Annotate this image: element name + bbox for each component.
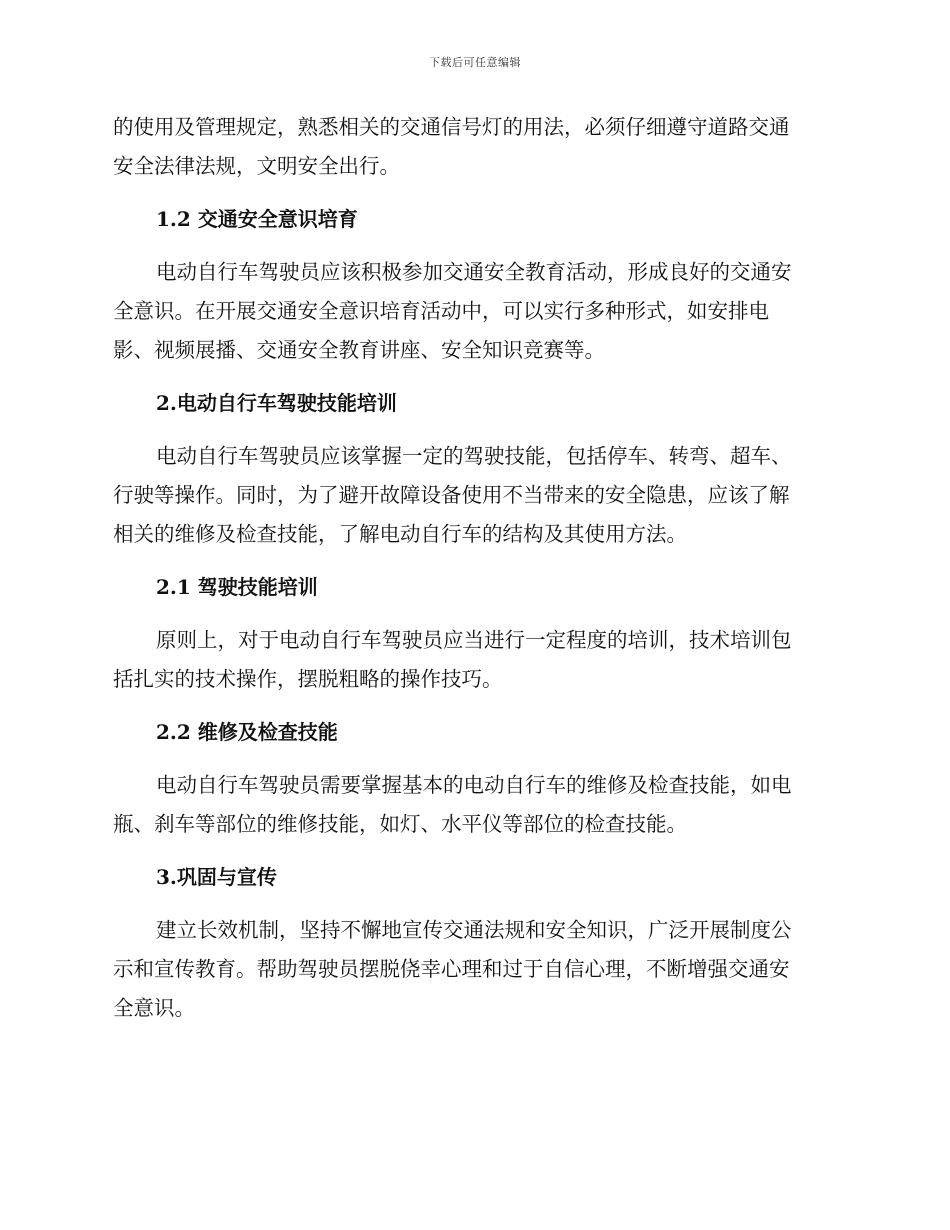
paragraph-line: 相关的维修及检查技能，了解电动自行车的结构及其使用方法。	[113, 522, 687, 546]
section-heading-1-2: 1.2 交通安全意识培育	[156, 207, 358, 231]
paragraph-skill-training	[113, 621, 833, 699]
paragraph-line: 全意识。	[113, 996, 195, 1020]
paragraph-continuation	[113, 108, 833, 186]
paragraph-line: 行驶等操作。同时，为了避开故障设备使用不当带来的安全隐患，应该了解	[113, 483, 790, 507]
paragraph-line: 电动自行车驾驶员应该掌握一定的驾驶技能，包括停车、转弯、超车、	[156, 444, 792, 468]
paragraph-line: 全意识。在开展交通安全意识培育活动中，可以实行多种形式，如安排电	[113, 299, 769, 323]
section-heading-2-2: 2.2 维修及检查技能	[156, 720, 338, 744]
page-header: 下载后可任意编辑	[429, 56, 521, 69]
paragraph-line: 安全法律法规，文明安全出行。	[113, 154, 400, 178]
paragraph-line: 括扎实的技术操作，摆脱粗略的操作技巧。	[113, 667, 503, 691]
section-heading-2-1: 2.1 驾驶技能培训	[156, 575, 318, 599]
paragraph-line: 影、视频展播、交通安全教育讲座、安全知识竞赛等。	[113, 338, 605, 362]
paragraph-line: 建立长效机制，坚持不懈地宣传交通法规和安全知识，广泛开展制度公	[156, 918, 792, 942]
paragraph-driving-skills	[113, 437, 833, 554]
section-heading-3: 3.巩固与宣传	[156, 865, 277, 889]
paragraph-line: 瓶、刹车等部位的维修技能，如灯、水平仪等部位的检查技能。	[113, 812, 687, 836]
document-body	[113, 108, 833, 1028]
paragraph-safety-awareness	[113, 253, 833, 370]
paragraph-line: 电动自行车驾驶员应该积极参加交通安全教育活动，形成良好的交通安	[156, 260, 792, 284]
paragraph-line: 原则上，对于电动自行车驾驶员应当进行一定程度的培训，技术培训包	[156, 628, 792, 652]
paragraph-maintenance	[113, 766, 833, 844]
paragraph-promotion	[113, 911, 833, 1028]
section-heading-2: 2.电动自行车驾驶技能培训	[156, 391, 397, 415]
paragraph-line: 的使用及管理规定，熟悉相关的交通信号灯的用法，必须仔细遵守道路交通	[113, 115, 790, 139]
paragraph-line: 示和宣传教育。帮助驾驶员摆脱侥幸心理和过于自信心理，不断增强交通安	[113, 957, 790, 981]
paragraph-line: 电动自行车驾驶员需要掌握基本的电动自行车的维修及检查技能，如电	[156, 773, 792, 797]
